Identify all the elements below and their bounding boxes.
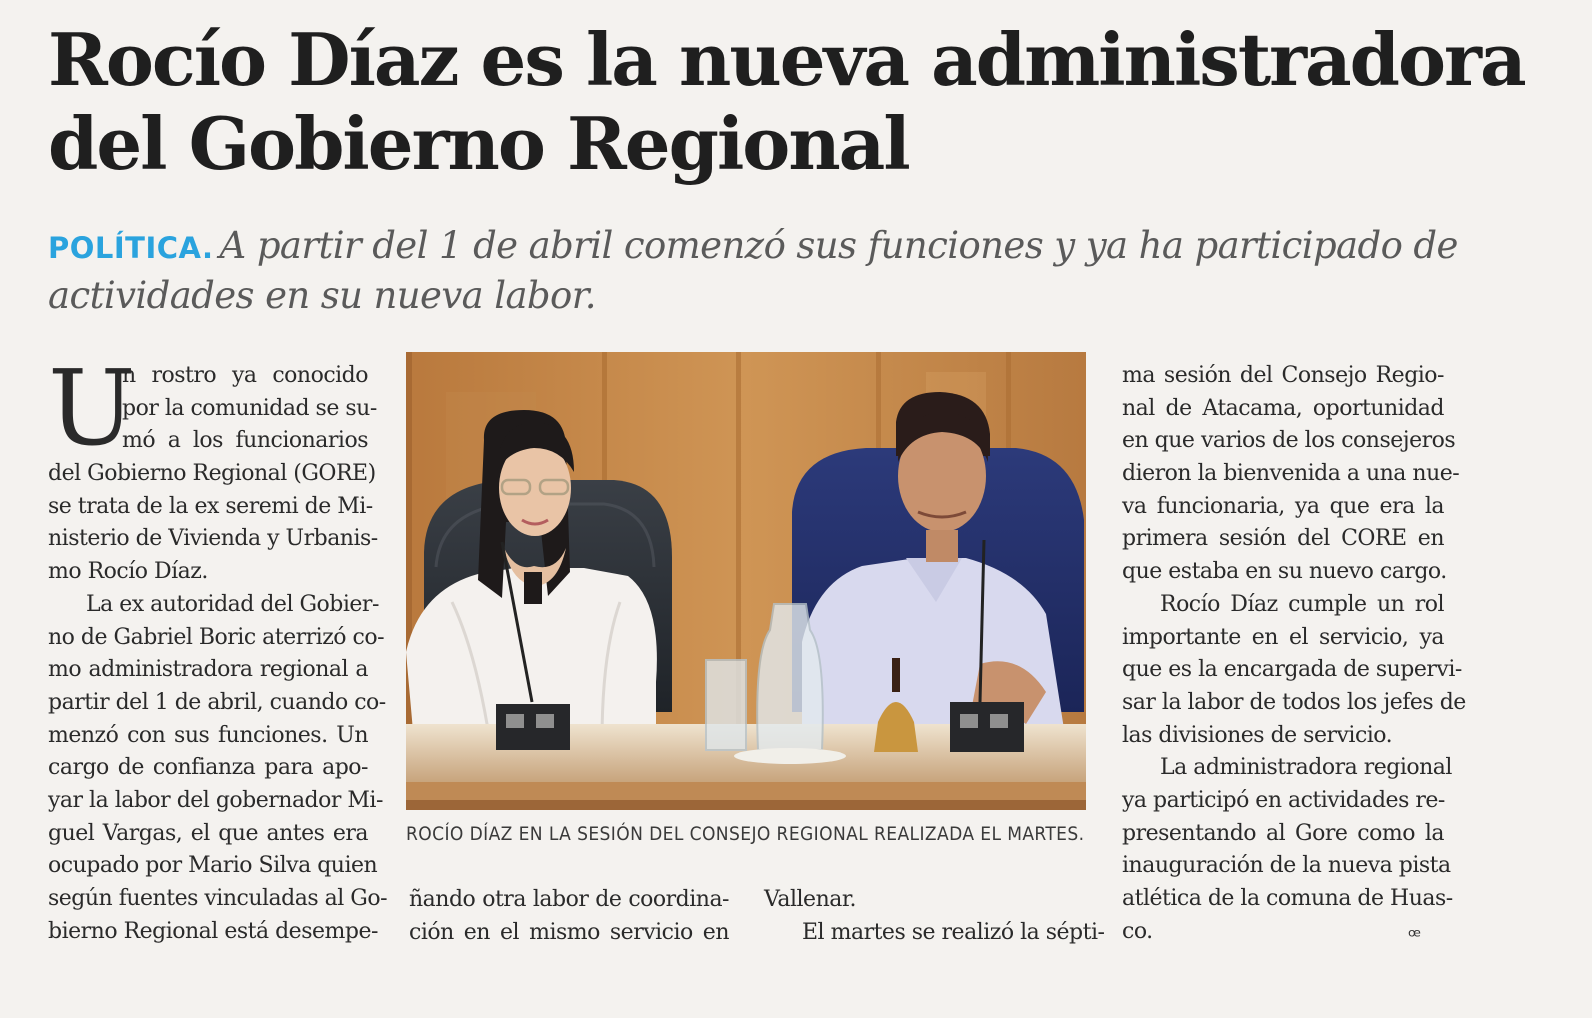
- body-line: va funcionaria, ya que era la: [1122, 493, 1444, 519]
- article-column-4: [1122, 360, 1466, 948]
- deck-subtitle: [48, 222, 1468, 320]
- deck-text-1: A partir del 1 de abril comenzó sus funciones y ya ha participado de: [219, 224, 1458, 267]
- body-line: La administradora regional: [1160, 755, 1452, 781]
- body-line: cargo de confianza para apo-: [48, 755, 368, 781]
- body-line: ocupado por Mario Silva quien: [48, 853, 378, 879]
- body-line: ya participó en actividades re-: [1122, 787, 1445, 813]
- body-line: mo administradora regional a: [48, 657, 368, 683]
- body-line: guel Vargas, el que antes era: [48, 820, 368, 846]
- body-line: Rocío Díaz cumple un rol: [1160, 591, 1444, 617]
- article-column-3: [764, 884, 1105, 949]
- body-line: primera sesión del CORE en: [1122, 526, 1444, 552]
- drop-cap: U: [48, 347, 136, 469]
- headline: [48, 17, 1525, 186]
- body-line: se trata de la ex seremi de Mi-: [48, 493, 373, 519]
- deck-line-1: [48, 222, 1468, 272]
- body-line: por la comunidad se su-: [122, 395, 377, 421]
- body-line: mó a los funcionarios: [122, 428, 368, 454]
- body-line: importante en el servicio, ya: [1122, 624, 1444, 650]
- body-line: partir del 1 de abril, cuando co-: [48, 689, 386, 715]
- body-line: dieron la bienvenida a una nue-: [1122, 461, 1460, 487]
- body-line: presentando al Gore como la: [1122, 820, 1444, 846]
- body-line: según fuentes vinculadas al Go-: [48, 886, 388, 911]
- body-line: del Gobierno Regional (GORE): [48, 461, 376, 487]
- body-line: mo Rocío Díaz.: [48, 559, 208, 585]
- body-line: que estaba en su nuevo cargo.: [1122, 559, 1447, 585]
- end-of-article-icon: ꟹ: [1408, 924, 1421, 948]
- section-kicker: POLÍTICA.: [48, 231, 214, 265]
- headline-line-2: del Gobierno Regional: [48, 101, 909, 186]
- body-line: inauguración de la nueva pista: [1122, 853, 1451, 879]
- body-line: menzó con sus funciones. Un: [48, 722, 368, 748]
- body-line: nal de Atacama, oportunidad: [1122, 395, 1444, 421]
- body-line: El martes se realizó la sépti-: [802, 919, 1105, 945]
- body-line: en que varios de los consejeros: [1122, 428, 1456, 454]
- body-line: atlética de la comuna de Huas-: [1122, 886, 1453, 911]
- deck-line-2: actividades en su nueva labor.: [48, 274, 596, 317]
- body-line: nisterio de Vivienda y Urbanis-: [48, 526, 378, 552]
- body-line: Vallenar.: [764, 887, 856, 912]
- body-line: bierno Regional está desempe-: [48, 918, 378, 944]
- headline-line-1: Rocío Díaz es la nueva administradora: [48, 17, 1525, 102]
- body-line: las divisiones de servicio.: [1122, 722, 1393, 748]
- body-line: ción en el mismo servicio en: [409, 919, 729, 945]
- body-line: que es la encargada de supervi-: [1122, 657, 1462, 683]
- body-line: n rostro ya conocido: [122, 363, 368, 388]
- council-session-photo: [406, 352, 1086, 810]
- body-line: ñando otra labor de coordina-: [409, 887, 729, 912]
- article-photo: [406, 352, 1086, 810]
- body-line: ma sesión del Consejo Regio-: [1122, 363, 1444, 388]
- body-line: yar la labor del gobernador Mi-: [48, 787, 383, 813]
- article-column-2: [409, 884, 729, 949]
- body-line: co.: [1122, 918, 1153, 944]
- body-line: no de Gabriel Boric aterrizó co-: [48, 624, 385, 650]
- article-column-1: [48, 347, 388, 948]
- body-line: sar la labor de todos los jefes de: [1122, 689, 1466, 715]
- body-line: La ex autoridad del Gobier-: [86, 591, 379, 617]
- photo-caption: ROCÍO DÍAZ EN LA SESIÓN DEL CONSEJO REGIONAL REALIZADA EL MARTES.: [406, 823, 1085, 845]
